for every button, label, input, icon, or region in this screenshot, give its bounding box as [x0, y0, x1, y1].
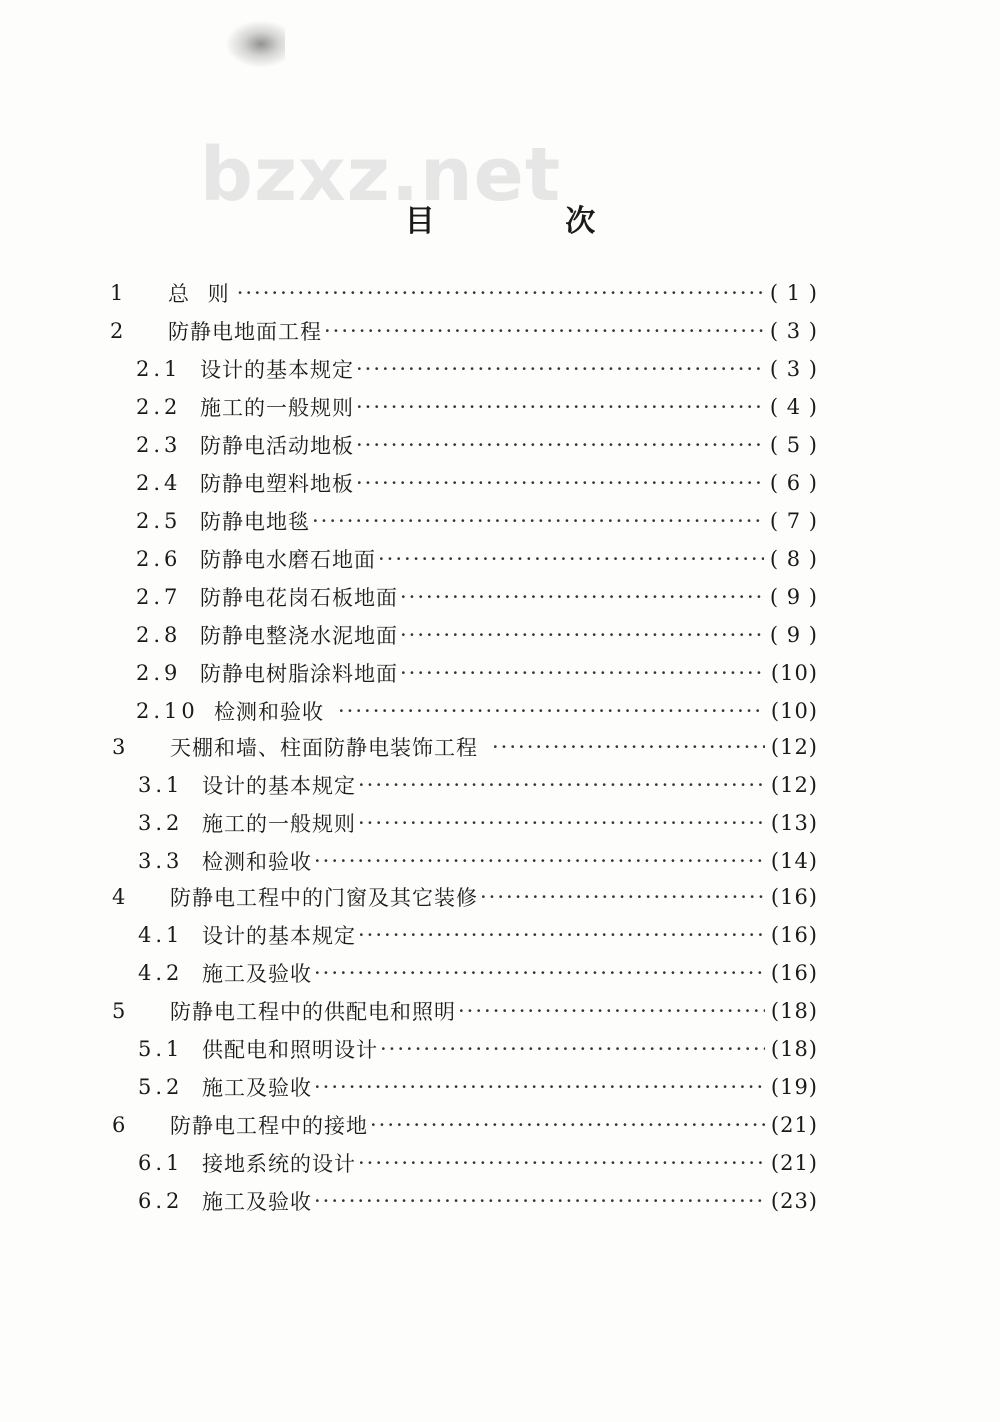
toc-entry[interactable]	[112, 878, 818, 916]
leader-dots	[356, 395, 764, 419]
entry-page: (16)	[770, 923, 818, 947]
entry-label: 施工及验收	[202, 962, 312, 986]
toc-entry[interactable]	[110, 274, 818, 312]
entry-label: 防静电工程中的门窗及其它装修	[170, 886, 478, 910]
toc-entry[interactable]	[112, 728, 818, 766]
entry-label: 天棚和墙、柱面防静电装饰工程	[170, 736, 478, 760]
entry-page: (21)	[770, 1151, 818, 1175]
entry-label: 设计的基本规定	[202, 924, 356, 948]
entry-label: 防静电工程中的供配电和照明	[170, 1000, 456, 1024]
entry-page: (12)	[770, 735, 818, 759]
leader-dots	[314, 1189, 765, 1213]
toc-entry[interactable]	[138, 842, 818, 880]
leader-dots	[338, 699, 765, 723]
watermark: bzxz.net	[200, 132, 562, 218]
entry-number: 6	[112, 1113, 130, 1137]
entry-label: 施工及验收	[202, 1076, 312, 1100]
entry-label: 防静电地毯	[200, 510, 310, 534]
toc-entry[interactable]	[136, 654, 818, 692]
entry-number: 6.2	[138, 1189, 184, 1213]
entry-number: 2.4	[136, 471, 182, 495]
leader-dots	[378, 547, 764, 571]
entry-number: 2.5	[136, 509, 182, 533]
entry-label: 施工及验收	[202, 1190, 312, 1214]
toc-entry[interactable]	[138, 1068, 818, 1106]
leader-dots	[370, 1113, 765, 1137]
entry-number: 6.1	[138, 1151, 184, 1175]
entry-number: 2.9	[136, 661, 182, 685]
leader-dots	[400, 661, 765, 685]
leader-dots	[356, 433, 764, 457]
entry-number: 1	[110, 281, 128, 305]
entry-label: 施工的一般规则	[200, 396, 354, 420]
entry-number: 3	[112, 735, 130, 759]
entry-label: 防静电水磨石地面	[200, 548, 376, 572]
entry-page: (21)	[770, 1113, 818, 1137]
entry-label: 施工的一般规则	[202, 812, 356, 836]
entry-label: 防静电工程中的接地	[170, 1114, 368, 1138]
toc-entry[interactable]	[138, 1030, 818, 1068]
entry-page: ( 3 )	[769, 319, 818, 343]
toc-entry[interactable]	[112, 992, 818, 1030]
entry-page: ( 9 )	[769, 585, 818, 609]
entry-page: ( 7 )	[769, 509, 818, 533]
entry-page: ( 8 )	[769, 547, 818, 571]
toc-entry[interactable]	[112, 1106, 818, 1144]
entry-label: 设计的基本规定	[200, 358, 354, 382]
leader-dots	[312, 509, 764, 533]
entry-page: (23)	[770, 1189, 818, 1213]
toc-entry[interactable]	[110, 312, 818, 350]
leader-dots	[356, 357, 764, 381]
entry-number: 2.7	[136, 585, 182, 609]
entry-number: 4.1	[138, 923, 184, 947]
leader-dots	[400, 585, 764, 609]
entry-number: 2.3	[136, 433, 182, 457]
entry-label: 设计的基本规定	[202, 774, 356, 798]
entry-label: 防静电地面工程	[168, 320, 322, 344]
leader-dots	[324, 319, 764, 343]
toc-entry[interactable]	[136, 578, 818, 616]
entry-number: 4	[112, 885, 130, 909]
entry-number: 2.10	[136, 699, 199, 723]
entry-page: (19)	[770, 1075, 818, 1099]
leader-dots	[314, 961, 765, 985]
entry-page: (10)	[770, 699, 818, 723]
entry-page: (10)	[770, 661, 818, 685]
entry-page: ( 3 )	[769, 357, 818, 381]
toc-entry[interactable]	[138, 804, 818, 842]
scan-smudge	[225, 20, 285, 68]
entry-label: 防静电花岗石板地面	[200, 586, 398, 610]
leader-dots	[358, 1151, 765, 1175]
entry-page: ( 4 )	[769, 395, 818, 419]
leader-dots	[358, 923, 765, 947]
leader-dots	[356, 471, 764, 495]
entry-number: 5.1	[138, 1037, 184, 1061]
toc-entry[interactable]	[136, 502, 818, 540]
entry-label: 供配电和照明设计	[202, 1038, 378, 1062]
leader-dots	[237, 281, 764, 305]
entry-label: 检测和验收	[214, 700, 324, 724]
leader-dots	[492, 735, 765, 759]
entry-label: 防静电树脂涂料地面	[200, 662, 398, 686]
leader-dots	[400, 623, 764, 647]
entry-page: ( 6 )	[769, 471, 818, 495]
entry-page: (16)	[770, 885, 818, 909]
toc-entry[interactable]	[136, 692, 818, 730]
entry-number: 3.2	[138, 811, 184, 835]
entry-number: 3.1	[138, 773, 184, 797]
entry-number: 2.6	[136, 547, 182, 571]
entry-number: 5.2	[138, 1075, 184, 1099]
toc-entry[interactable]	[136, 616, 818, 654]
entry-number: 3.3	[138, 849, 184, 873]
entry-number: 2.8	[136, 623, 182, 647]
leader-dots	[480, 885, 765, 909]
toc-entry[interactable]	[136, 464, 818, 502]
page-title: 目 次	[404, 204, 656, 239]
leader-dots	[458, 999, 765, 1023]
toc-entry[interactable]	[138, 916, 818, 954]
entry-page: (18)	[770, 999, 818, 1023]
entry-label: 防静电塑料地板	[200, 472, 354, 496]
toc-entry[interactable]	[138, 1182, 818, 1220]
entry-page: (18)	[770, 1037, 818, 1061]
entry-page: (12)	[770, 773, 818, 797]
entry-label: 总 则	[168, 282, 235, 306]
entry-page: ( 9 )	[769, 623, 818, 647]
leader-dots	[358, 811, 765, 835]
entry-page: (16)	[770, 961, 818, 985]
entry-page: (13)	[770, 811, 818, 835]
entry-page: ( 1 )	[769, 281, 818, 305]
leader-dots	[358, 773, 765, 797]
leader-dots	[314, 1075, 765, 1099]
entry-label: 检测和验收	[202, 850, 312, 874]
toc-entry[interactable]	[136, 388, 818, 426]
entry-number: 2.1	[136, 357, 182, 381]
entry-page: (14)	[770, 849, 818, 873]
toc-entry[interactable]	[136, 350, 818, 388]
toc-entry[interactable]	[138, 954, 818, 992]
toc-entry[interactable]	[138, 766, 818, 804]
entry-page: ( 5 )	[769, 433, 818, 457]
entry-label: 接地系统的设计	[202, 1152, 356, 1176]
entry-label: 防静电整浇水泥地面	[200, 624, 398, 648]
toc-entry[interactable]	[138, 1144, 818, 1182]
leader-dots	[380, 1037, 765, 1061]
entry-number: 5	[112, 999, 130, 1023]
entry-number: 2.2	[136, 395, 182, 419]
entry-number: 2	[110, 319, 128, 343]
toc-entry[interactable]	[136, 426, 818, 464]
entry-number: 4.2	[138, 961, 184, 985]
leader-dots	[314, 849, 765, 873]
toc-entry[interactable]	[136, 540, 818, 578]
entry-label: 防静电活动地板	[200, 434, 354, 458]
